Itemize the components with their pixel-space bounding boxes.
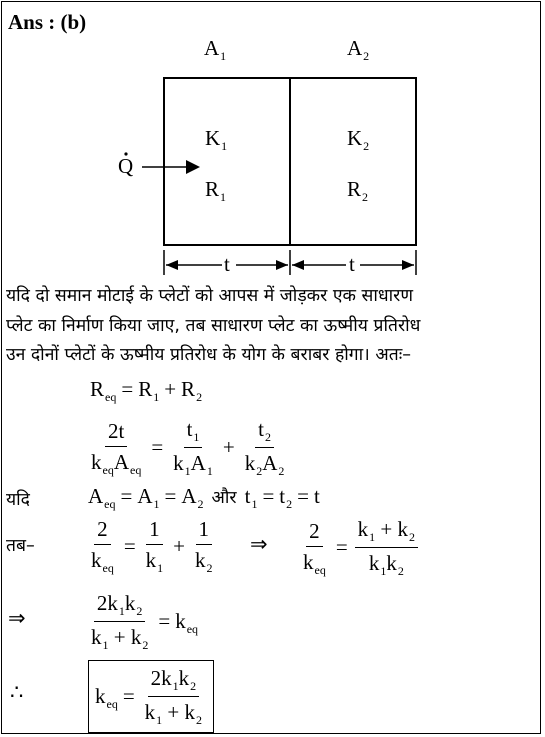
dim-arrow-2r (402, 260, 414, 270)
equation-k-combined: $\frac{2}{k_{eq}}$ = $\frac{k_1 + k_2}{k_1k_2}$ (298, 516, 420, 579)
area-2-label: $A_2$ (347, 36, 370, 63)
area-1-label: $A_1$ (204, 36, 227, 63)
r1-label: $R_1$ (205, 177, 227, 204)
paragraph-line: उन दोनों प्लेटों के ऊष्मीय प्रतिरोध के योग के बराबर होगा। अतः– (6, 345, 411, 365)
thickness-1-label: t (224, 252, 230, 276)
paragraph-line: यदि दो समान मोटाई के प्लेटों को आपस में जोड़कर एक साधारण (6, 286, 413, 306)
equation-keq-derived: $\frac{2k_1k_2}{k_1 + k_2}$ = $k_{eq}$ (91, 591, 199, 652)
dim-arrow-1l (166, 260, 178, 270)
and-label: और (211, 487, 237, 508)
equation-k-reciprocal: $\frac{2}{k_{eq}}$ = $\frac{1}{k_1}$ + $\frac{1}{k_2}$ (91, 517, 213, 575)
therefore-symbol: ∴ (10, 680, 24, 704)
dim-arrow-1r (276, 260, 288, 270)
implies-symbol: ⇒ (8, 606, 26, 630)
k1-label: $K_1$ (205, 126, 228, 153)
final-answer-box: $k_{eq}$ = $\frac{2k_1k_2}{k_1 + k_2}$ (88, 660, 214, 733)
explanation-paragraph (6, 282, 536, 371)
composite-slab-diagram (0, 0, 545, 280)
answer-label: Ans : (b) (8, 10, 87, 34)
r2-label: $R_2$ (347, 177, 369, 204)
thickness-2-label: t (349, 252, 355, 276)
heat-flow-arrowhead (186, 160, 200, 174)
equation-req-sum: $R_{eq}$ = $R_1$ + $R_2$ (90, 377, 203, 404)
implies-symbol: ⇒ (250, 532, 268, 556)
k2-label: $K_2$ (347, 126, 370, 153)
if-label: यदि (6, 490, 30, 510)
then-label: तब– (6, 536, 35, 556)
equation-resistance-fractions: $\frac{2t}{k_{eq}A_{eq}}$ = $\frac{t_1}{k_1A_1}$ + $\frac{t_2}{k_2A_2}$ (91, 417, 285, 478)
heat-flow-label: Q (118, 154, 134, 178)
paragraph-line: प्लेट का निर्माण किया जाए, तब साधारण प्लेट का ऊष्मीय प्रतिरोध (6, 315, 421, 336)
dim-arrow-2l (292, 260, 304, 270)
equation-condition: $A_{eq}$ = $A_1$ = $A_2$ और $t_1$ = $t_2$ = t (88, 484, 320, 511)
